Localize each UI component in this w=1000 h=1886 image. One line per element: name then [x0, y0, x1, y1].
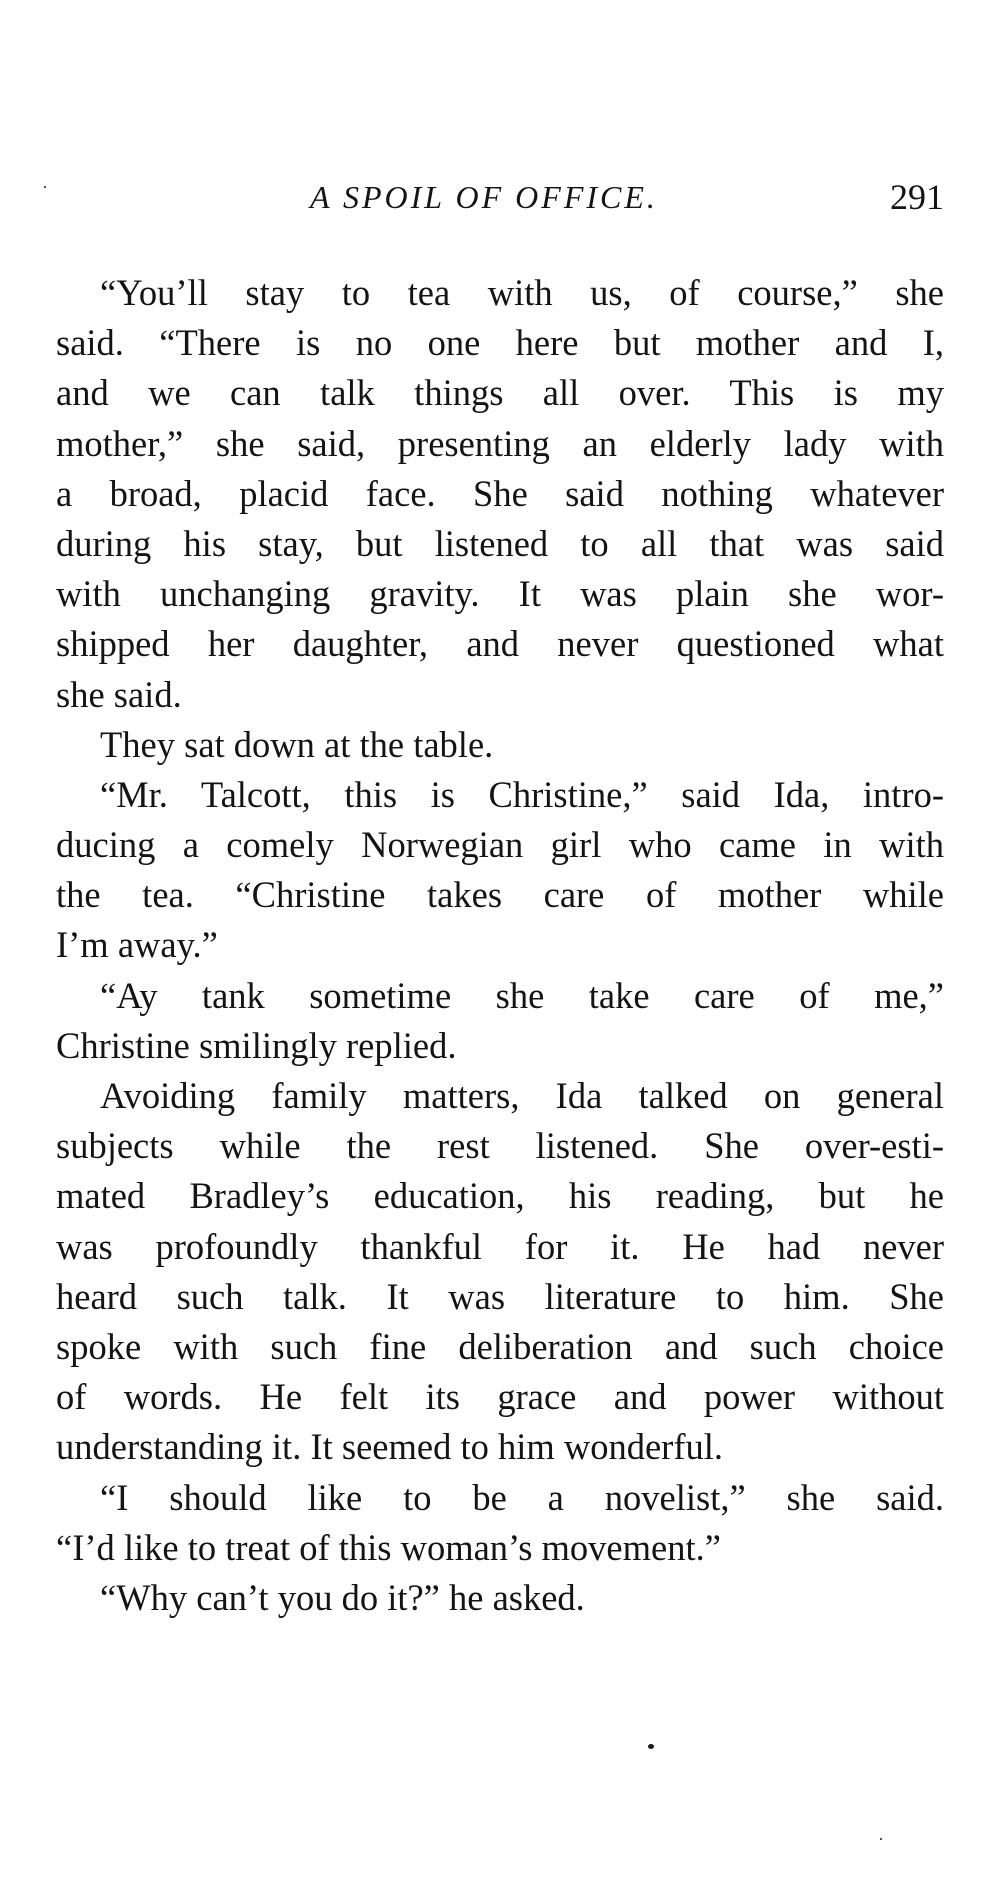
ink-speck [880, 1838, 882, 1840]
text-line: understanding it. It seemed to him wonderful. [56, 1426, 723, 1468]
text-line: she said. [56, 673, 182, 715]
text-line: during his stay, but listened to all that was said [56, 522, 944, 564]
text-line: said. “There is no one here but mother and I, [56, 322, 944, 364]
text-line: ducing a comely Norwegian girl who came in with [56, 824, 944, 866]
text-line: “Ay tank sometime she take care of me,” [100, 974, 944, 1016]
text-line: subjects while the rest listened. She over-esti- [56, 1125, 944, 1167]
text-line: the tea. “Christine takes care of mother while [56, 874, 944, 916]
running-head [0, 177, 1000, 227]
text-line: a broad, placid face. She said nothing whatever [56, 472, 944, 514]
text-line: They sat down at the table. [100, 723, 494, 765]
text-line: spoke with such fine deliberation and such choice [56, 1325, 944, 1367]
text-line: “I’d like to treat of this woman’s movement.” [56, 1526, 721, 1568]
text-line: “Mr. Talcott, this is Christine,” said Ida, intro- [100, 773, 944, 815]
text-line: “Why can’t you do it?” he asked. [100, 1576, 585, 1618]
text-line: Christine smilingly replied. [56, 1024, 457, 1066]
text-line: heard such talk. It was literature to him. She [56, 1275, 944, 1317]
text-line: of words. He felt its grace and power without [56, 1376, 944, 1418]
ink-speck [648, 1744, 654, 1749]
text-line: “You’ll stay to tea with us, of course,” she [100, 272, 944, 313]
text-line: was profoundly thankful for it. He had never [56, 1225, 944, 1267]
page-number: 291 [890, 177, 944, 217]
text-body [56, 268, 944, 1623]
ink-speck [44, 186, 46, 188]
running-title: A SPOIL OF OFFICE. [310, 179, 658, 215]
text-line: and we can talk things all over. This is my [56, 372, 944, 414]
text-line: mated Bradley’s education, his reading, but he [56, 1175, 944, 1217]
text-line: shipped her daughter, and never questioned what [56, 623, 944, 665]
text-line: I’m away.” [56, 924, 218, 966]
text-line: “I should like to be a novelist,” she said. [100, 1476, 944, 1518]
text-line: with unchanging gravity. It was plain she wor- [56, 573, 944, 615]
text-line: Avoiding family matters, Ida talked on general [100, 1075, 944, 1116]
text-line: mother,” she said, presenting an elderly lady with [56, 422, 944, 464]
